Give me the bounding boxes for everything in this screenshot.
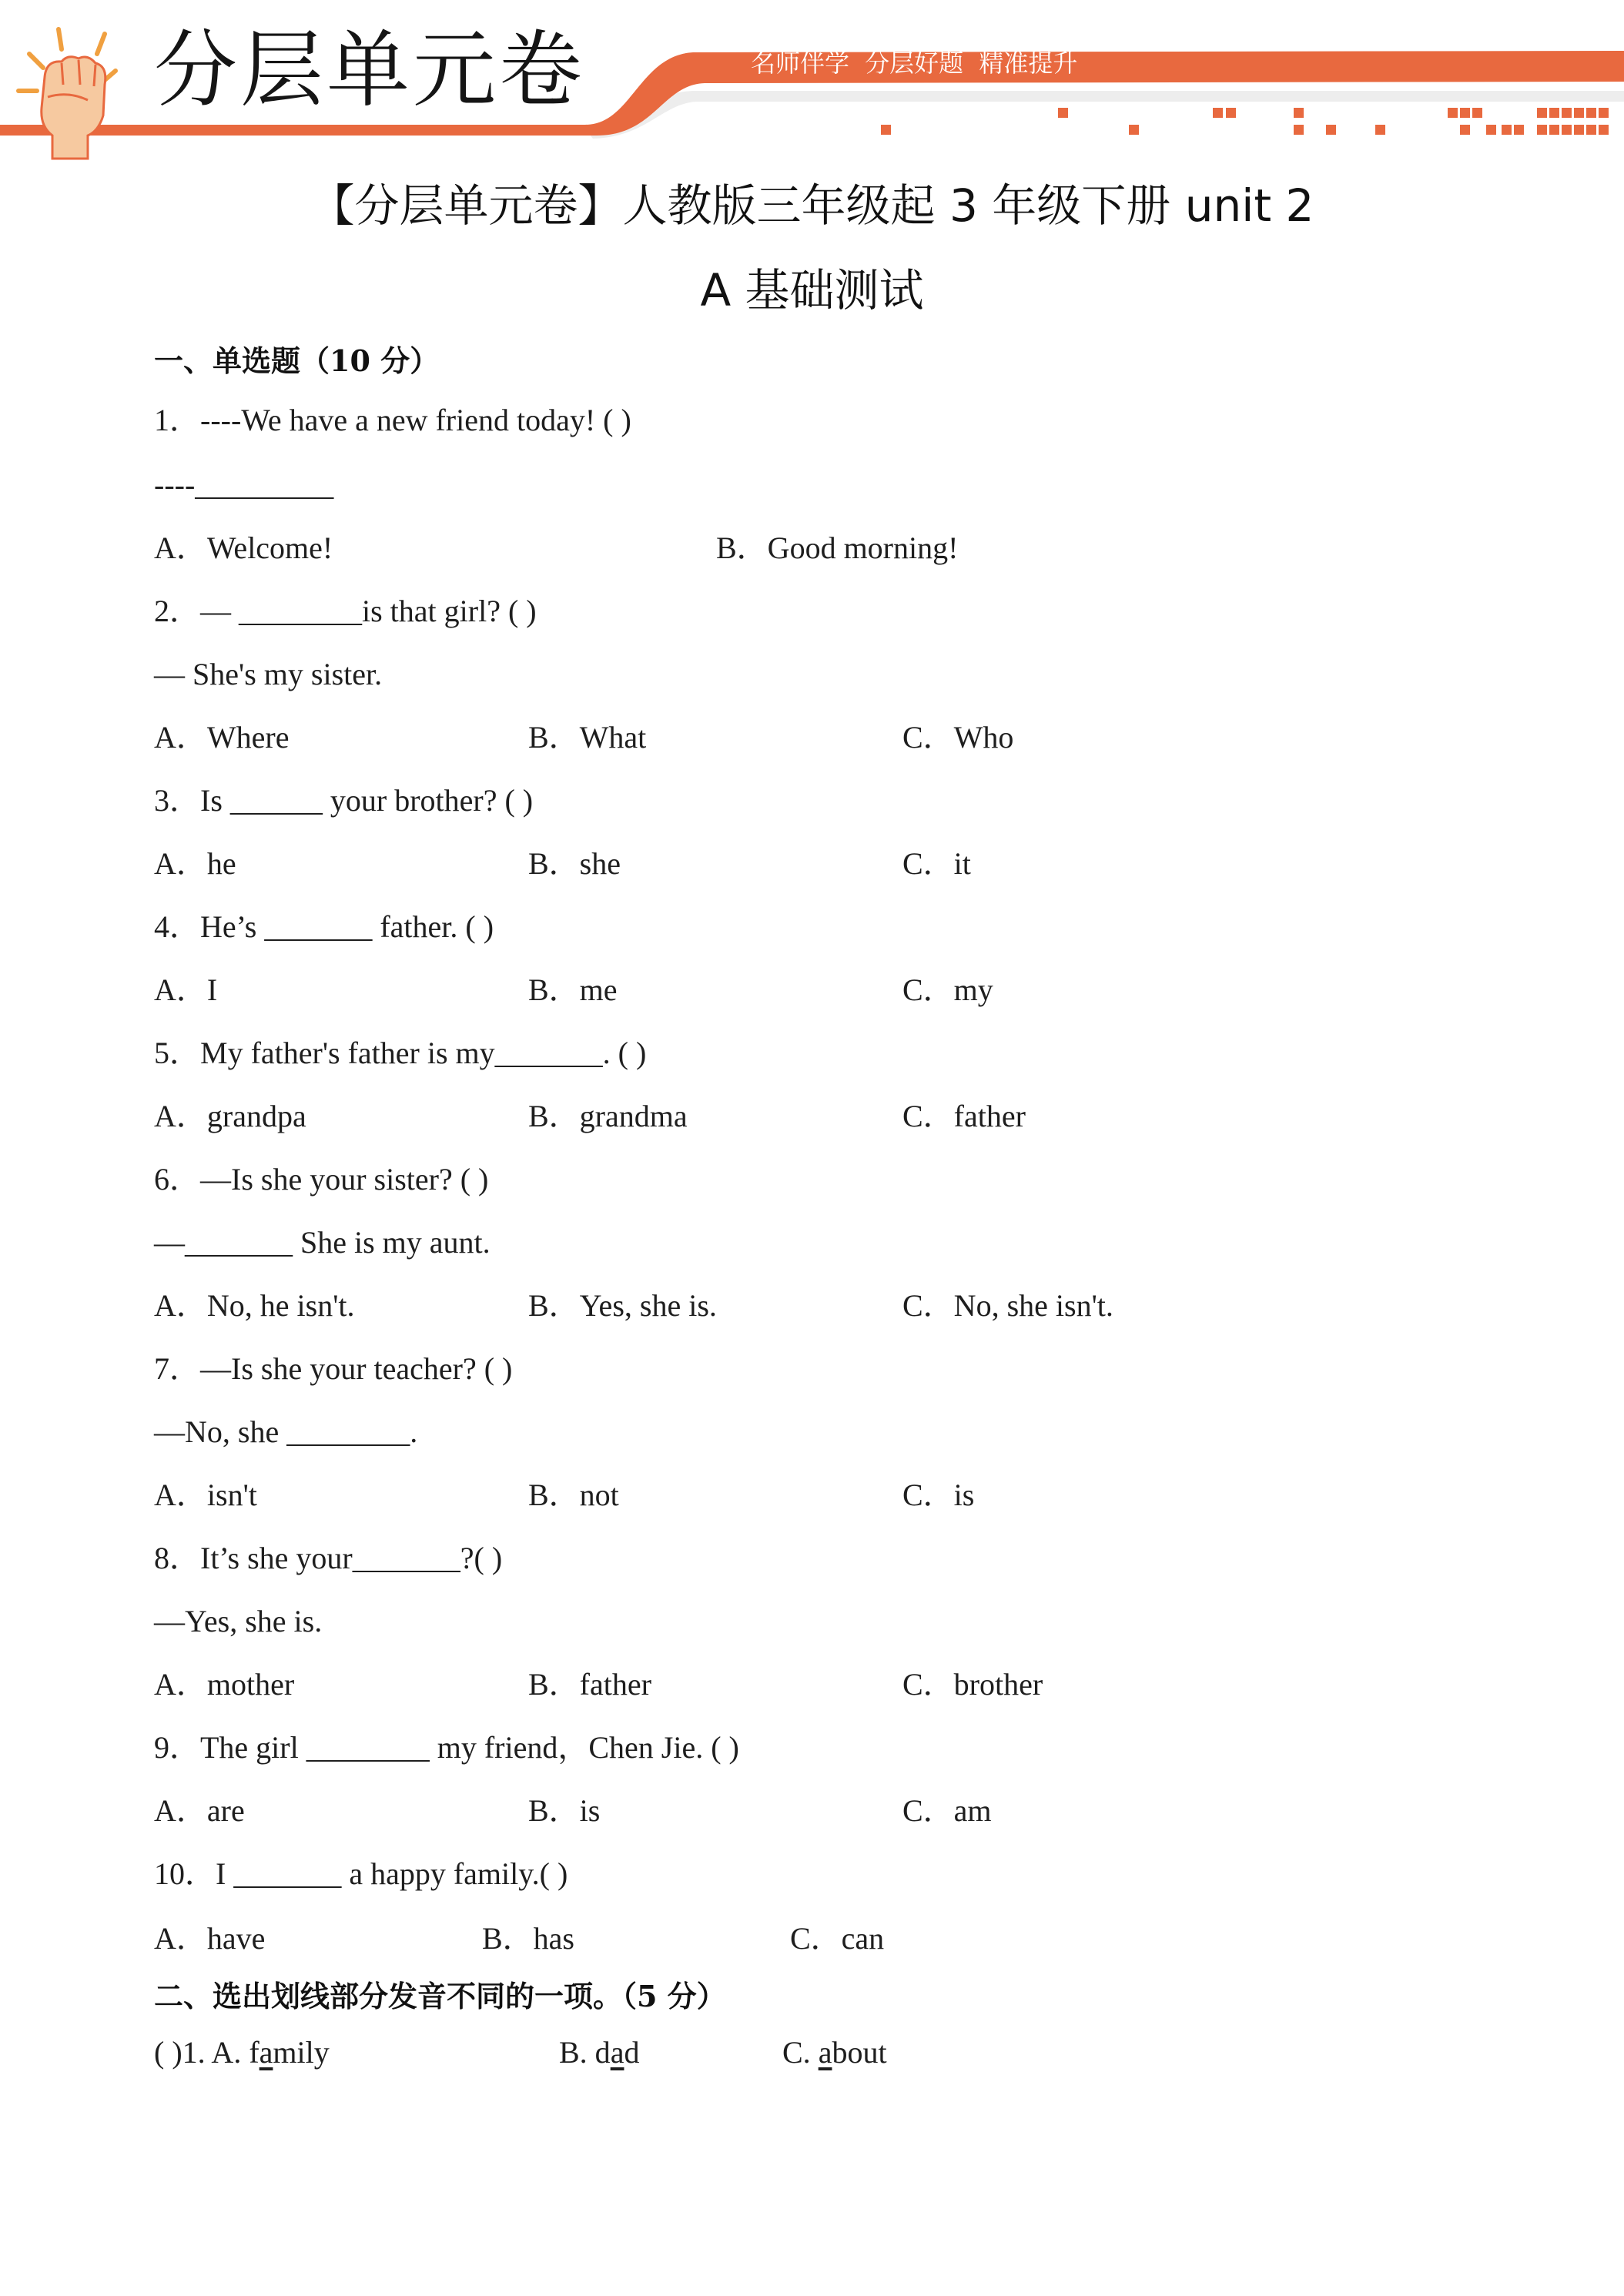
question-3-option-a[interactable]: A．he [154, 846, 236, 881]
question-9-stem: 9．The girl ________ my friend，Chen Jie. ( ) [154, 1730, 739, 1765]
underlined-letter-b: a [610, 2035, 624, 2070]
question-2-option-a[interactable]: A．Where [154, 720, 290, 755]
question-5-stem: 5．My father's father is my_______. ( ) [154, 1036, 647, 1070]
question-2-option-b[interactable]: B．What [528, 720, 647, 755]
brand-title: 分层单元卷 [154, 22, 586, 119]
header-banner [0, 0, 1624, 146]
question-4-option-b[interactable]: B．me [528, 972, 618, 1007]
question-6-option-b[interactable]: B．Yes, she is. [528, 1288, 717, 1323]
question-6-stem-line2: —_______ She is my aunt. [154, 1225, 491, 1260]
question-4-option-a[interactable]: A．I [154, 972, 218, 1007]
question-1-option-a[interactable]: A．Welcome! [154, 530, 333, 565]
question-3-option-c[interactable]: C．it [902, 846, 971, 881]
question-10-option-a[interactable]: A．have [154, 1921, 266, 1956]
question-10-option-c[interactable]: C．can [790, 1921, 885, 1956]
page-title: 【分层单元卷】人教版三年级起 3 年级下册 unit 2 [310, 179, 1314, 232]
option-c-word-rest: bout [832, 2035, 887, 2070]
question-9-option-b[interactable]: B．is [528, 1793, 601, 1828]
question-10-option-b[interactable]: B．has [482, 1921, 574, 1956]
question-8-option-b[interactable]: B．father [528, 1667, 651, 1702]
question-4-stem: 4．He’s _______ father. ( ) [154, 909, 494, 944]
question-1-stem-line2: ----_________ [154, 467, 334, 502]
question-8-option-c[interactable]: C．brother [902, 1667, 1043, 1702]
question-2-stem: 2．— ________is that girl? ( ) [154, 594, 537, 628]
question-7-option-c[interactable]: C．is [902, 1478, 975, 1512]
question-7-stem-line2: —No, she ________. [154, 1414, 418, 1449]
question-1-option-b[interactable]: B．Good morning! [716, 530, 959, 565]
question-2-stem-line2: — She's my sister. [154, 657, 383, 691]
pronunciation-q1-option-c[interactable] [782, 2037, 887, 2068]
question-6-stem: 6．—Is she your sister? ( ) [154, 1162, 489, 1197]
page-subtitle: A 基础测试 [700, 264, 924, 316]
question-5-option-b[interactable]: B．grandma [528, 1099, 688, 1133]
question-1-stem: 1．----We have a new friend today! ( ) [154, 403, 631, 437]
section-heading-pronunciation: 二、选出划线部分发音不同的一项。（5 分） [154, 1979, 726, 2013]
question-3-option-b[interactable]: B．she [528, 846, 621, 881]
pronunciation-q1-prefix: ( )1. A. f [154, 2035, 260, 2070]
question-8-stem: 8．It’s she your_______?( ) [154, 1541, 503, 1575]
question-9-option-c[interactable]: C．am [902, 1793, 992, 1828]
brand-slogan: 名师伴学 分层好题 精准提升 [751, 49, 1078, 78]
question-7-option-a[interactable]: A．isn't [154, 1478, 257, 1512]
underlined-letter-a: a [259, 2035, 273, 2070]
question-9-option-a[interactable]: A．are [154, 1793, 245, 1828]
option-a-word-rest: mily [273, 2035, 330, 2070]
question-8-stem-line2: —Yes, she is. [154, 1604, 323, 1638]
pronunciation-q1-option-b[interactable] [559, 2037, 639, 2068]
question-4-option-c[interactable]: C．my [902, 972, 993, 1007]
raised-fist-icon [14, 23, 129, 162]
option-c-prefix: C. [782, 2035, 819, 2070]
question-2-option-c[interactable]: C．Who [902, 720, 1014, 755]
question-5-option-a[interactable]: A．grandpa [154, 1099, 306, 1133]
underlined-letter-c: a [818, 2035, 832, 2070]
question-7-option-b[interactable]: B．not [528, 1478, 619, 1512]
question-6-option-c[interactable]: C．No, she isn't. [902, 1288, 1113, 1323]
option-b-prefix: B. d [559, 2035, 611, 2070]
question-6-option-a[interactable]: A．No, he isn't. [154, 1288, 355, 1323]
pronunciation-question-1 [154, 2037, 330, 2068]
question-8-option-a[interactable]: A．mother [154, 1667, 295, 1702]
question-10-stem: 10．I _______ a happy family.( ) [154, 1856, 568, 1891]
section-heading-single-choice: 一、单选题（10 分） [154, 343, 440, 378]
question-3-stem: 3．Is ______ your brother? ( ) [154, 783, 534, 818]
question-5-option-c[interactable]: C．father [902, 1099, 1026, 1133]
option-b-word-rest: d [624, 2035, 640, 2070]
question-7-stem: 7．—Is she your teacher? ( ) [154, 1351, 513, 1386]
